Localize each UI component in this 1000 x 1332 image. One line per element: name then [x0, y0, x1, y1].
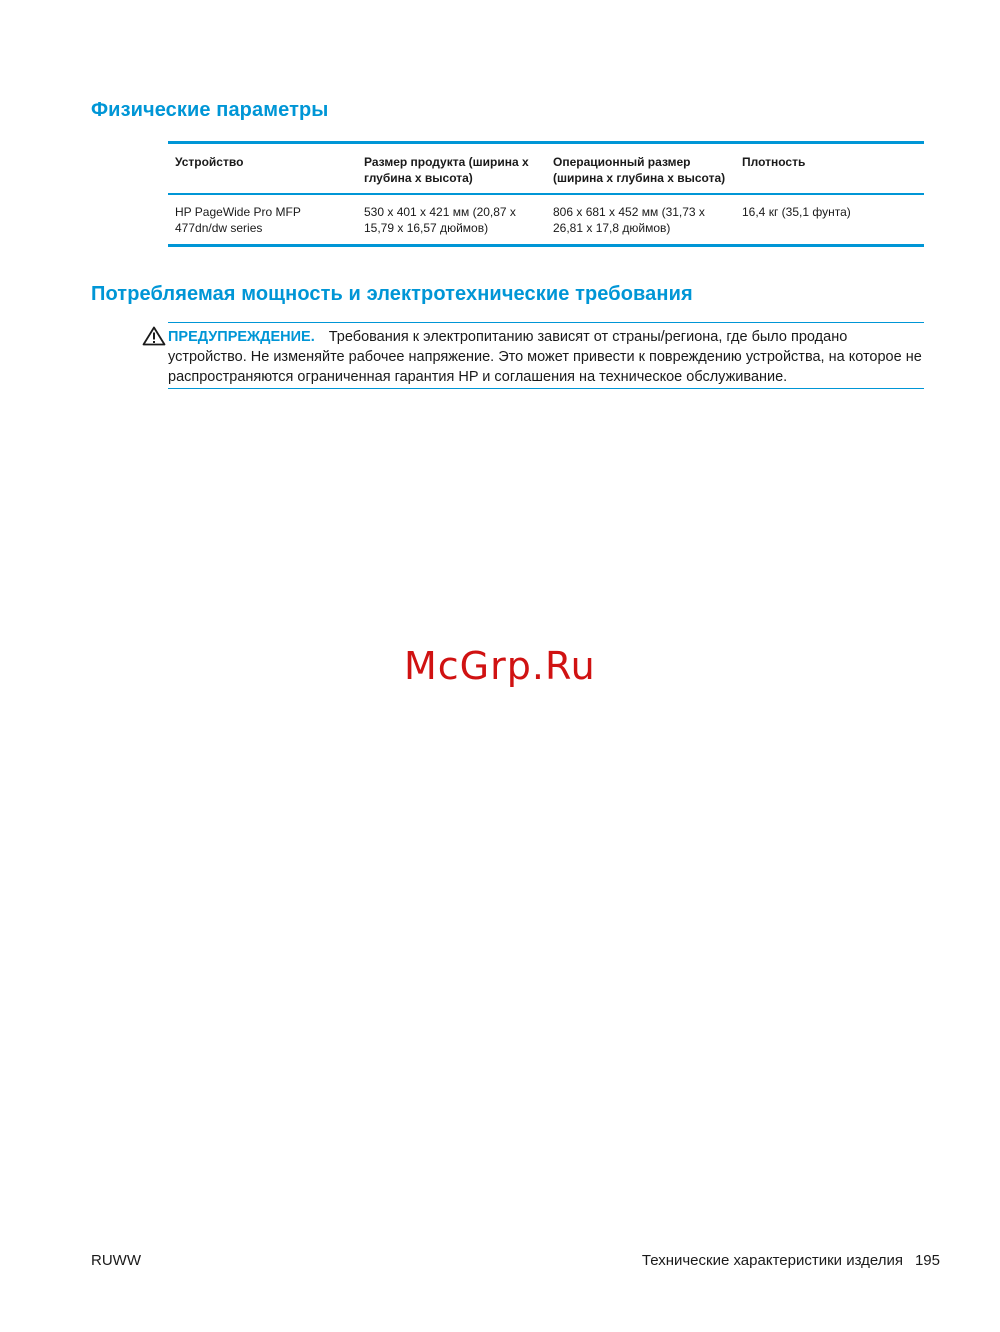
warning-body — [168, 327, 924, 387]
warning-bottom-rule — [168, 388, 924, 389]
table-row — [168, 194, 924, 246]
warning-label: ПРЕДУПРЕЖДЕНИЕ. — [168, 329, 315, 345]
cell-operating-size: 806 x 681 x 452 мм (31,73 x 26,81 x 17,8 дюймов) — [553, 205, 705, 235]
column-header-weight: Плотность — [742, 155, 806, 169]
page-number: 195 — [914, 1252, 940, 1269]
physical-specs-table — [168, 141, 924, 247]
column-header-product-size: Размер продукта (ширина x глубина x высота) — [364, 155, 529, 185]
footer-section — [642, 1252, 940, 1269]
footer-section-title: Технические характеристики изделия — [641, 1252, 903, 1269]
section-title-physical: Физические параметры — [91, 99, 329, 121]
footer-locale: RUWW — [91, 1252, 141, 1269]
cell-device: HP PageWide Pro MFP 477dn/dw series — [175, 205, 301, 235]
column-header-device: Устройство — [175, 155, 244, 169]
cell-product-size: 530 x 401 x 421 мм (20,87 x 15,79 x 16,57 дюймов) — [364, 205, 516, 235]
cell-weight: 16,4 кг (35,1 фунта) — [742, 205, 851, 219]
warning-text: Требования к электропитанию зависят от страны/региона, где было продано устройство. Не изменяйте рабочее напряжение. Это может привести к повреждению устройства, на которое не распространяются ограниченная гарантия HP и соглашения на техническое обслуживание. — [168, 329, 922, 385]
table-header-row — [168, 143, 924, 195]
section-title-power: Потребляемая мощность и электротехнические требования — [91, 283, 693, 305]
warning-top-rule — [168, 322, 924, 323]
column-header-operating-size: Операционный размер (ширина x глубина x высота) — [553, 155, 726, 185]
watermark: McGrp.Ru — [404, 644, 596, 688]
warning-triangle-icon — [142, 326, 166, 346]
